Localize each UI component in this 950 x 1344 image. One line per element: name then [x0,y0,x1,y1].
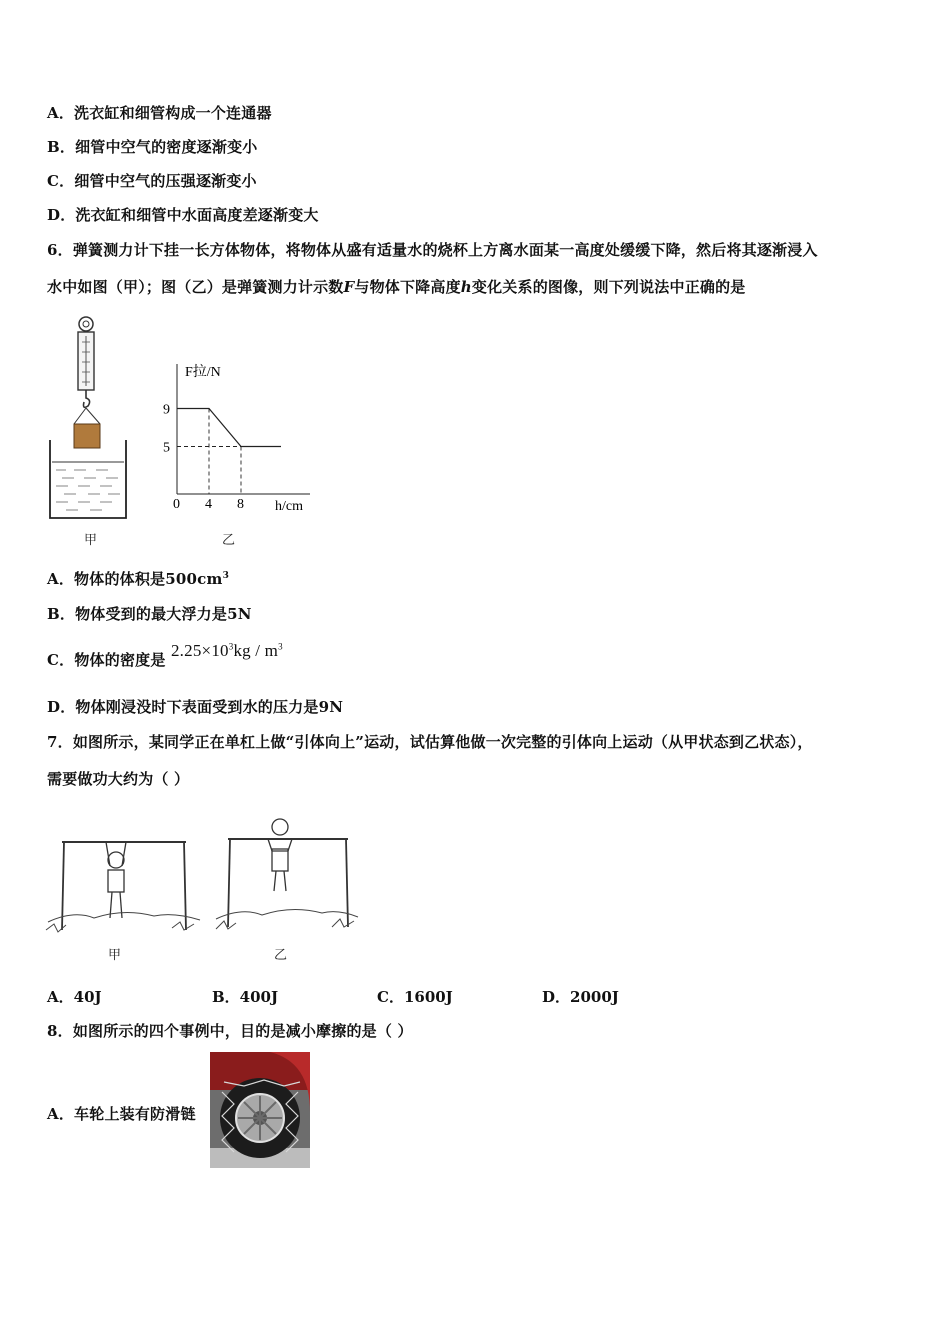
chart-xtick-4: 4 [205,497,212,512]
q6-fig-yi-caption: 乙 [222,533,236,548]
q6-stem-part-c: 变化关系的图像，则下列说法中正确的是 [471,278,746,296]
pullup-figure-yi [212,815,362,940]
q6-option-d: D．物体刚浸没时下表面受到水的压力是9N [47,698,344,716]
q6-stem-F: F [343,278,355,296]
q6-stem-part-a: 水中如图（甲）；图（乙）是弹簧测力计示数 [47,278,344,296]
chart-xtick-8: 8 [237,497,244,512]
q7-option-b: B．400J [212,988,279,1006]
q7-option-c: C．1600J [377,988,453,1006]
tire-chain-photo [210,1052,310,1168]
q5-option-b: B．细管中空气的密度逐渐变小 [47,138,258,156]
q8-stem: 8．如图所示的四个事例中，目的是减小摩擦的是（ ） [47,1022,413,1040]
chart-ytick-5: 5 [163,440,170,456]
q5-option-c: C．细管中空气的压强逐渐变小 [47,172,257,190]
q6-stem-line1: 6．弹簧测力计下挂一长方体物体，将物体从盛有适量水的烧杯上方离水面某一高度处缓缓下降，然后将其逐渐浸入 [47,241,818,259]
q6-stem-part-b: 与物体下降高度 [354,278,461,296]
force-height-chart [155,358,325,518]
chart-xtick-0: 0 [173,497,180,512]
q5-option-d: D．洗衣缸和细管中水面高度差逐渐变大 [47,206,319,224]
q7-option-a: A．40J [47,988,102,1006]
q6-fig-jia-caption: 甲 [84,533,98,548]
q8-option-a: A．车轮上装有防滑链 [47,1105,196,1123]
q6-option-c [47,641,283,670]
q6-option-a-text: A．物体的体积是500cm [47,570,223,588]
q6-option-c-text: C．物体的密度是 [47,651,166,669]
chart-ytick-9: 9 [163,402,170,418]
q6-stem-h: h [460,278,472,296]
q7-option-d: D．2000J [542,988,619,1006]
chart-x-label: h/cm [275,499,303,514]
q6-option-a [47,568,229,589]
chart-series-line [177,409,281,447]
pullup-figure-jia [44,830,204,940]
spring-scale-figure [44,312,134,524]
q7-stem-line1: 7．如图所示，某同学正在单杠上做“引体向上”运动，试估算他做一次完整的引体向上运动（从甲状态到乙状态）， [47,733,813,751]
chart-y-label: F拉/N [185,365,221,380]
q6-stem-line2 [47,276,746,297]
q5-option-a: A．洗衣缸和细管构成一个连通器 [47,104,272,122]
q7-fig-jia-caption: 甲 [108,948,122,963]
q6-option-c-formula: $2.25\times 10^3kg / m^3$ [170,641,283,660]
q7-fig-yi-caption: 乙 [274,948,288,963]
q6-option-a-sup: 3 [222,571,230,581]
q7-stem-line2: 需要做功大约为（ ） [47,770,190,788]
q6-option-b: B．物体受到的最大浮力是5N [47,605,252,623]
